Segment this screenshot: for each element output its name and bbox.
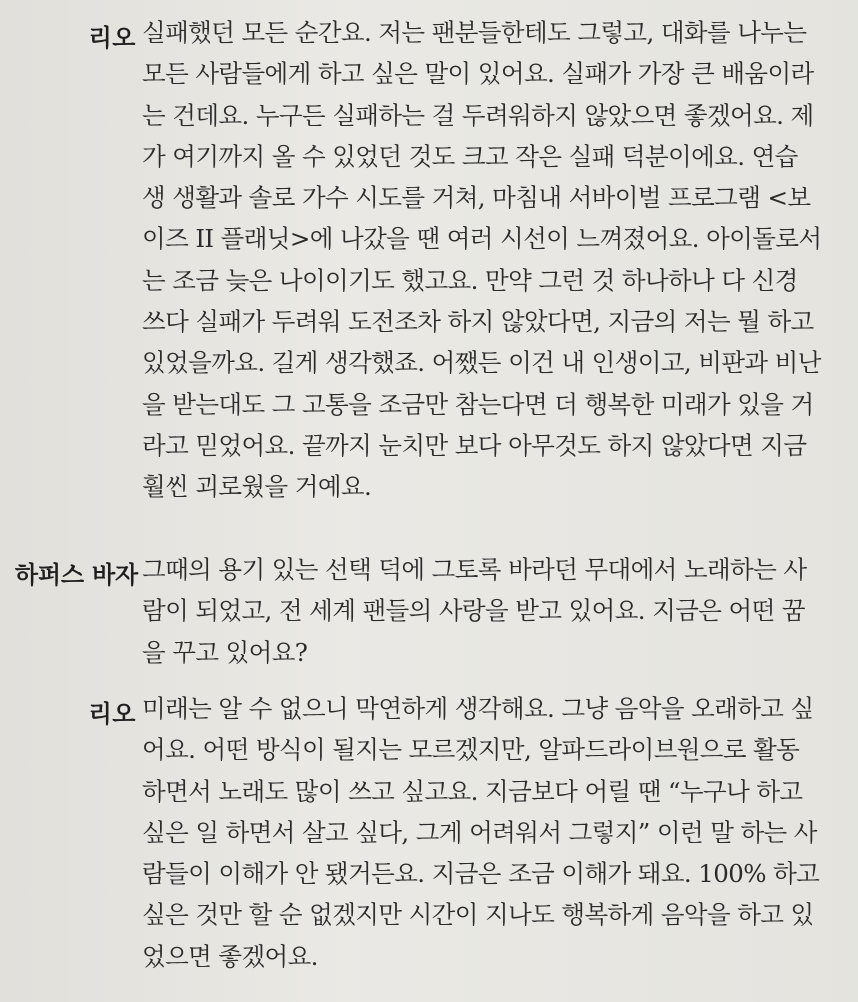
text-line: 라고 믿었어요. 끝까지 눈치만 보다 아무것도 하지 않았다면 지금 xyxy=(142,430,807,460)
text-line: 어요. 어떤 방식이 될지는 모르겠지만, 알파드라이브원으로 활동 xyxy=(142,735,800,765)
text-line: 는 건데요. 누구든 실패하는 걸 두려워하지 않았으면 좋겠어요. 제 xyxy=(142,100,814,130)
text-line: 람들이 이해가 안 됐거든요. 지금은 조금 이해가 돼요. 100% 하고 xyxy=(142,859,820,889)
text-line: 가 여기까지 올 수 있었던 것도 크고 작은 실패 덕분이에요. 연습 xyxy=(142,141,798,171)
speaker-label: 리오 xyxy=(88,700,136,728)
text-line: 쓰다 실패가 두려워 도전조차 하지 않았다면, 지금의 저는 뭘 하고 xyxy=(142,307,814,337)
text-line: 미래는 알 수 없으니 막연하게 생각해요. 그냥 음악을 오래하고 싶 xyxy=(142,694,814,723)
text-line: 싶은 것만 할 순 없겠지만 시간이 지나도 행복하게 음악을 하고 있 xyxy=(142,900,814,930)
text-line: 는 조금 늦은 나이이기도 했고요. 만약 그런 것 하나하나 다 신경 xyxy=(142,265,798,295)
text-line: 그때의 용기 있는 선택 덕에 그토록 바라던 무대에서 노래하는 사 xyxy=(142,555,807,584)
speaker-label: 하퍼스 바자 xyxy=(14,561,138,589)
text-line: 훨씬 괴로웠을 거예요. xyxy=(142,472,372,502)
text-line: 실패했던 모든 순간요. 저는 팬분들한테도 그렇고, 대화를 나누는 xyxy=(142,18,807,47)
text-line: 생 생활과 솔로 가수 시도를 거쳐, 마침내 서바이벌 프로그램 <보 xyxy=(142,183,811,213)
dialogue-text xyxy=(142,12,842,508)
text-line: 이즈 II 플래닛>에 나갔을 땐 여러 시선이 느껴졌어요. 아이돌로서 xyxy=(142,224,822,254)
text-line: 었으면 좋겠어요. xyxy=(142,941,318,971)
text-line: 하면서 노래도 많이 쓰고 싶고요. 지금보다 어릴 땐 “누구나 하고 xyxy=(142,776,803,806)
text-line: 있었을까요. 길게 생각했죠. 어쨌든 이건 내 인생이고, 비판과 비난 xyxy=(142,348,821,378)
text-line: 싶은 일 하면서 살고 싶다, 그게 어려워서 그렇지” 이런 말 하는 사 xyxy=(142,817,817,847)
text-line: 을 꾸고 있어요? xyxy=(142,637,308,667)
dialogue-text xyxy=(142,688,842,977)
text-line: 모든 사람들에게 하고 싶은 말이 있어요. 실패가 가장 큰 배움이라 xyxy=(142,59,814,89)
speaker-label: 리오 xyxy=(88,24,136,52)
text-line: 람이 되었고, 전 세계 팬들의 사랑을 받고 있어요. 지금은 어떤 꿈 xyxy=(142,596,805,626)
dialogue-text xyxy=(142,549,842,673)
text-line: 을 받는대도 그 고통을 조금만 참는다면 더 행복한 미래가 있을 거 xyxy=(142,389,814,419)
